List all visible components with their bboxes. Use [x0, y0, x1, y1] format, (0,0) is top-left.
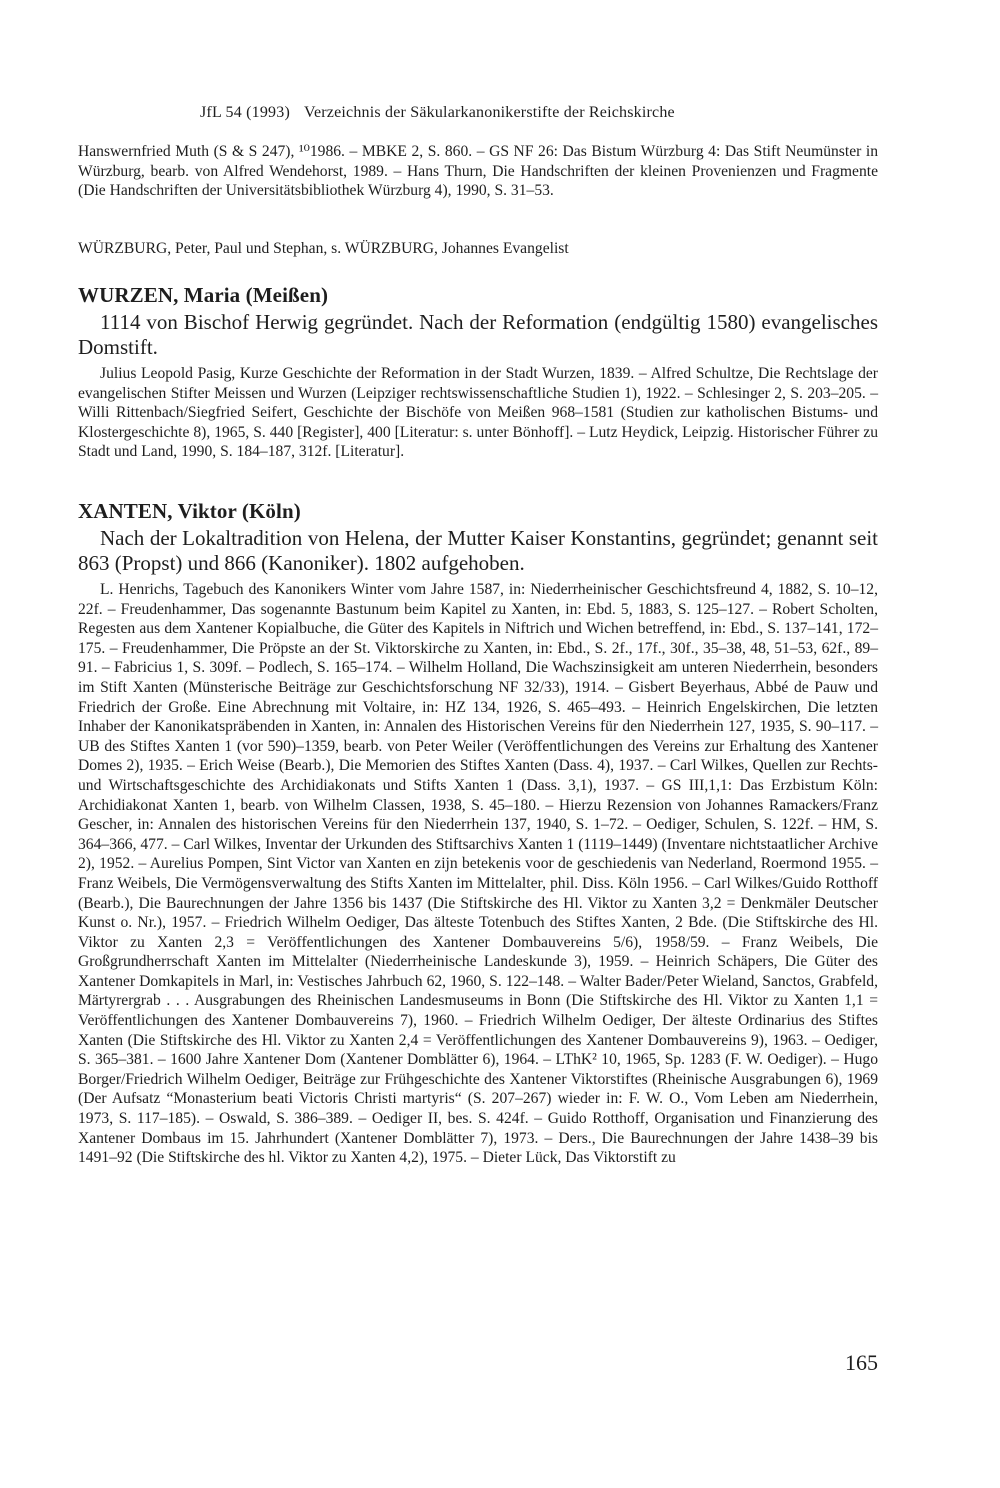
entry-title: XANTEN, Viktor (Köln): [78, 499, 301, 523]
running-header: [200, 104, 675, 122]
continued-references: [78, 142, 878, 201]
document-page: [78, 0, 878, 1488]
page-number: 165: [845, 1350, 878, 1375]
entry-wurzen: [78, 282, 878, 462]
journal-citation: JfL 54 (1993): [200, 104, 290, 121]
entry-references: Julius Leopold Pasig, Kurze Geschichte der Reformation in der Stadt Wurzen, 1839. – Alfred Schultze, Die Rechtslage der evangelischen Stifter Meissen und Wurzen (Leipziger rechtswissenschaftliche Studien 1), 1922. – Schlesinger 2, S. 203–205. – Willi Rittenbach/Siegfried Seifert, Geschichte der Bischöfe von Meißen 968–1581 (Studien zur katholischen Bistums- und Klostergeschichte 8), 1965, S. 440 [Register], 400 [Literatur: s. unter Bönhoff]. – Lutz Heydick, Leipzig. Historischer Führer zu Stadt und Land, 1990, S. 184–187, 312f. [Literatur].: [78, 365, 878, 461]
entry-references: L. Henrichs, Tagebuch des Kanonikers Winter vom Jahre 1587, in: Niederrheinischer Geschichtsfreund 4, 1882, S. 10–12, 22f. – Freudenhammer, Das sogenannte Bastunum beim Kapitel zu Xanten, in: Ebd. 5, 1883, S. 125–127. – Robert Scholten, Regesten aus dem Xantener Kopialbuche, die Güter des Kapitels in Niftrich und Wichen betreffend, in: Ebd., S. 137–141, 172–175. – Freudenhammer, Die Pröpste an der St. Viktorskirche zu Xanten, in: Ebd., S. 2f., 17f., 30f., 35–38, 48, 51–53, 62f., 89–91. – Fabricius 1, S. 309f. – Podlech, S. 165–174. – Wilhelm Holland, Die Wachszinsigkeit am unteren Niederrhein, besonders im Stift Xanten (Münsterische Beiträge zur Geschichtsforschung NF 32/33), 1914. – Gisbert Beyerhaus, Abbé de Pauw und Friedrich der Große. Eine Abrechnung mit Voltaire, in: HZ 134, 1926, S. 465–493. – Heinrich Engelskirchen, Die letzten Inhaber der Kanonikatspräbenden in Xanten, in: Annalen des Historischen Vereins für den Niederrhein 127, 1935, S. 90–117. – UB des Stiftes Xanten 1 (vor 590)–1359, bearb. von Peter Weiler (Veröffentlichungen des Vereins zur Erhaltung des Xantener Domes 2), 1935. – Erich Weise (Bearb.), Die Memorien des Stiftes Xanten (Dass. 4), 1937. – Carl Wilkes, Quellen zur Rechts- und Wirtschaftsgeschichte des Archidiakonats und Stifts Xanten 1 (Dass. 3,1), 1937. – GS III,1,1: Das Erzbistum Köln: Archidiakonat Xanten 1, bearb. von Wilhelm Classen, 1938, S. 45–180. – Hierzu Rezension von Johannes Ramackers/Franz Gescher, in: Annalen des historischen Vereins für den Niederrhein 137, 1940, S. 1–72. – Oediger, Schulen, S. 122f. – HM, S. 364–366, 477. – Carl Wilkes, Inventar der Urkunden des Stiftsarchivs Xanten 1 (1119–1449) (Inventare nichtstaatlicher Archive 2), 1952. – Aurelius Pompen, Sint Victor van Xanten en zijn betekenis voor de geschiedenis van Nederland, Roermond 1955. – Franz Weibels, Die Vermögensverwaltung des Stifts Xanten im Mittelalter, phil. Diss. Köln 1956. – Carl Wilkes/Guido Rotthoff (Bearb.), Die Baurechnungen der Jahre 1356 bis 1437 (Die Stiftskirche des Hl. Viktor zu Xanten 3,2 = Denkmäler Deutscher Kunst o. Nr.), 1957. – Friedrich Wilhelm Oediger, Das älteste Totenbuch des Stiftes Xanten, 2 Bde. (Die Stiftskirche des Hl. Viktor zu Xanten 2,3 = Veröffentlichungen des Xantener Dombauvereins 5/6), 1958/59. – Franz Weibels, Die Großgrundherrschaft Xanten im Mittelalter (Niederrheinische Landeskunde 3), 1959. – Heinrich Schäpers, Die Güter des Xantener Domkapitels in Marl, in: Vestisches Jahrbuch 62, 1960, S. 122–148. – Walter Bader/Peter Wieland, Sanctos, Grabfeld, Märtyrergrab . . . Ausgrabungen des Rheinischen Landesmuseums in Bonn (Die Stiftskirche des Hl. Viktor zu Xanten 1,1 = Veröffentlichungen des Xantener Dombauvereins 7), 1960. – Friedrich Wilhelm Oediger, Der älteste Ordinarius des Stiftes Xanten (Die Stiftskirche des Hl. Viktor zu Xanten 2,4 = Veröffentlichungen des Xantener Dombauvereins 9), 1963. – Oediger, S. 365–381. – 1600 Jahre Xantener Dom (Xantener Domblätter 6), 1964. – LThK² 10, 1965, Sp. 1283 (F. W. Oediger). – Hugo Borger/Friedrich Wilhelm Oediger, Beiträge zur Frühgeschichte des Xantener Viktorstiftes (Rheinische Ausgrabungen 6), 1969 (Der Aufsatz “Monasterium beati Victoris Christi martyris“ (S. 207–267) wieder in: F. W. O., Vom Leben am Niederrhein, 1973, S. 117–185). – Oswald, S. 386–389. – Oediger II, bes. S. 424f. – Guido Rotthoff, Organisation und Finanzierung des Xantener Dombaus im 15. Jahrhundert (Xantener Domblätter 7), 1973. – Ders., Die Baurechnungen der Jahre 1438–39 bis 1491–92 (Die Stiftskirche des hl. Viktor zu Xanten 4,2), 1975. – Dieter Lück, Das Viktorstift zu: [78, 581, 878, 1167]
entry-xanten: [78, 498, 878, 1168]
continued-references-text: Hanswernfried Muth (S & S 247), ¹⁰1986. – MBKE 2, S. 860. – GS NF 26: Das Bistum Würzburg 4: Das Stift Neumünster in Würzburg, bearb. von Alfred Wendehorst, 1989. – Hans Thurn, Die Handschriften der kleinen Provenienzen und Fragmente (Die Handschriften der Universitätsbibliothek Würzburg 4), 1990, S. 31–53.: [78, 143, 878, 200]
entry-description: 1114 von Bischof Herwig gegründet. Nach der Reformation (endgültig 1580) evangelisches Domstift.: [78, 310, 878, 359]
header-title: Verzeichnis der Säkularkanonikerstifte der Reichskirche: [304, 104, 675, 121]
entry-title: WURZEN, Maria (Meißen): [78, 283, 329, 307]
cross-reference: WÜRZBURG, Peter, Paul und Stephan, s. WÜRZBURG, Johannes Evangelist: [78, 240, 569, 257]
entry-description: Nach der Lokaltradition von Helena, der Mutter Kaiser Konstantins, gegründet; genannt seit 863 (Propst) und 866 (Kanoniker). 1802 aufgehoben.: [78, 526, 878, 575]
